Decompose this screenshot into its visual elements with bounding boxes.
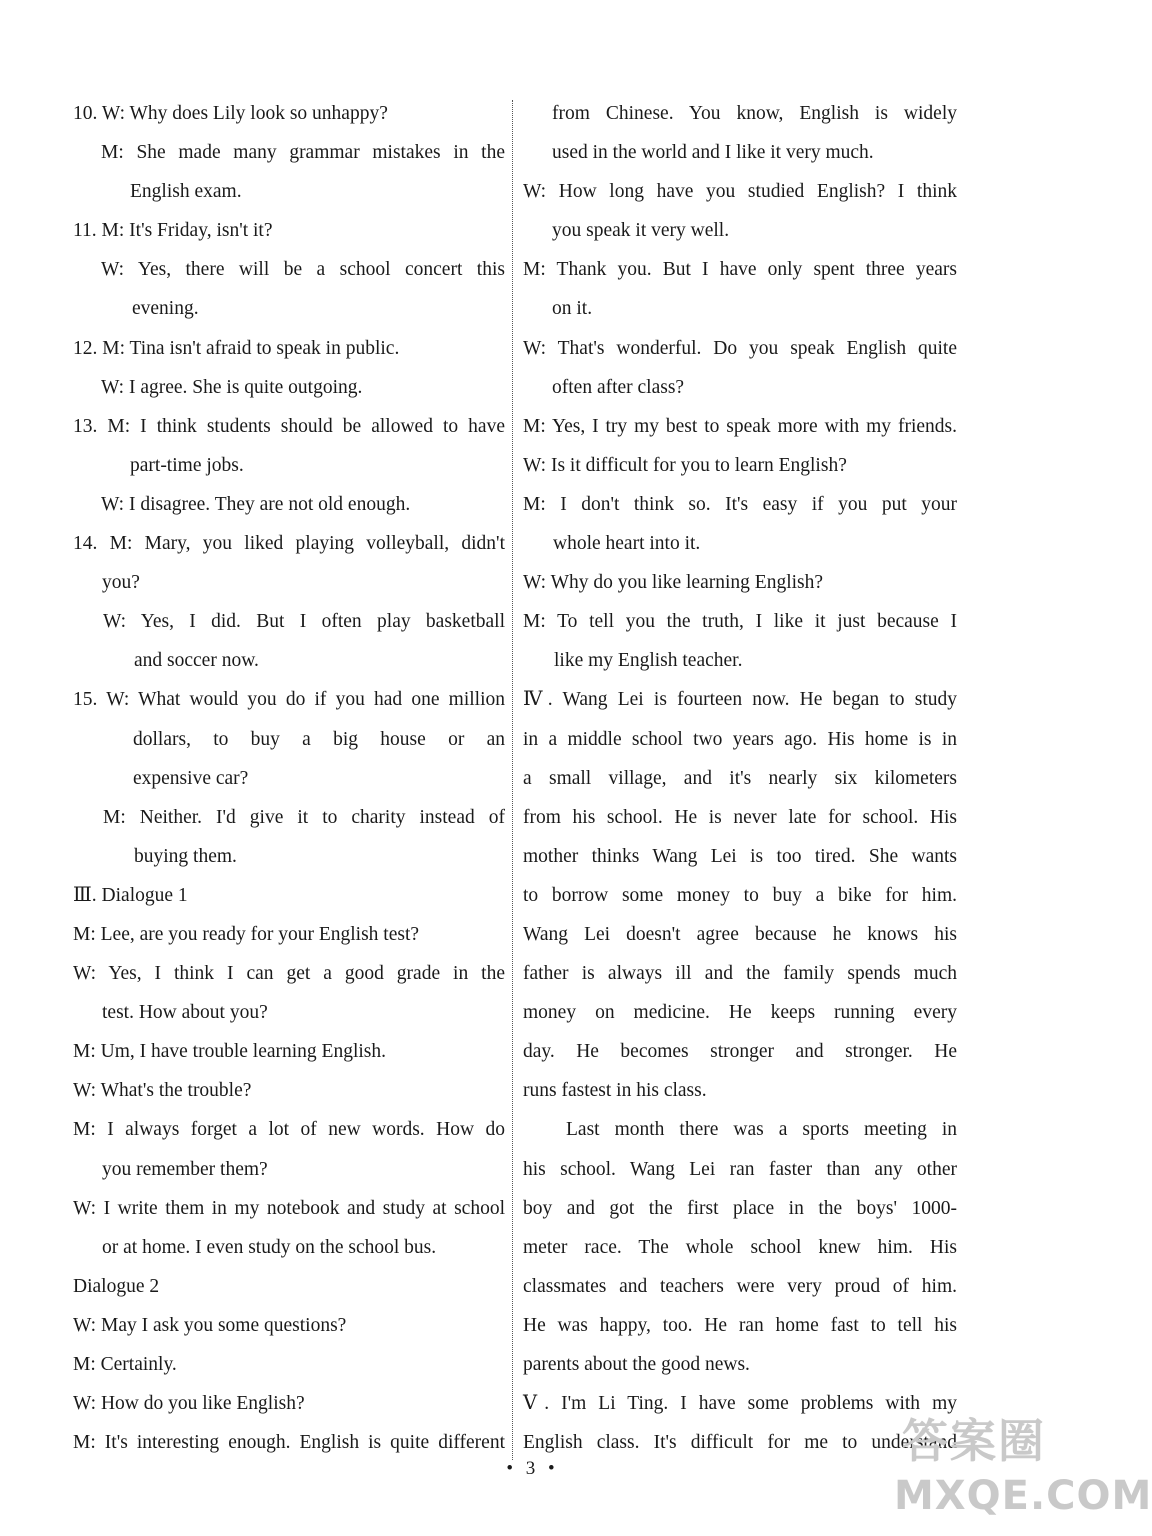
left-text-column [73,94,505,1462]
watermark-en-text: MXQE.COM [894,1473,1152,1519]
text-line: M: Yes, I try my best to speak more with my friends. [523,415,957,437]
text-line: M: Neither. I'd give it to charity instead of [103,806,505,828]
text-line: W: Yes, I think I can get a good grade in the [73,963,505,985]
text-line: parents about the good news. [523,1354,750,1375]
text-line: you remember them? [102,1158,268,1180]
text-line: W: I write them in my notebook and study at school [73,1197,505,1219]
text-line: in a middle school two years ago. His home is in [523,728,957,750]
text-line: M: To tell you the truth, I like it just because I [523,611,957,633]
text-line: M: I always forget a lot of new words. How do [73,1119,505,1141]
text-line: 13. M: I think students should be allowed to have [73,415,505,437]
text-line: dollars, to buy a big house or an [133,728,505,750]
watermark-logo [890,1405,1152,1530]
text-line: classmates and teachers were very proud of him. [523,1275,957,1297]
text-line: like my English teacher. [554,650,743,672]
text-line: English class. It's difficult for me to understand [523,1432,957,1454]
text-line: to borrow some money to buy a bike for him. [523,884,957,906]
text-line: M: Lee, are you ready for your English test? [73,923,420,945]
text-line: W: That's wonderful. Do you speak English quite [523,337,957,359]
text-line: father is always ill and the family spends much [523,963,957,985]
text-line: 12. M: Tina isn't afraid to speak in public. [73,337,400,359]
page-number: • 3 • [506,1458,559,1479]
text-line: day. He becomes stronger and stronger. He [523,1041,957,1063]
text-line: part-time jobs. [130,454,244,476]
text-line: from Chinese. You know, English is widely [552,103,957,124]
text-line: Last month there was a sports meeting in [566,1119,957,1141]
text-line: boy and got the first place in the boys' 1000- [523,1197,957,1219]
text-line: W: I disagree. They are not old enough. [101,493,411,515]
text-line: Ⅴ. I'm Li Ting. I have some problems with my [523,1393,957,1415]
text-line: his school. Wang Lei ran faster than any other [523,1158,957,1180]
text-line: on it. [552,298,593,320]
text-line: whole heart into it. [553,533,701,555]
text-line: Dialogue 2 [73,1275,160,1297]
text-line: W: What's the trouble? [73,1080,252,1102]
text-line: M: She made many grammar mistakes in the [101,142,505,164]
text-line: M: It's interesting enough. English is quite different [73,1432,505,1454]
text-line: evening. [132,298,199,320]
right-text-column [523,94,957,1462]
text-line: a small village, and it's nearly six kilometers [523,767,957,789]
text-line: W: Yes, I did. But I often play basketball [103,611,505,633]
text-line: you speak it very well. [552,220,730,242]
text-line: W: Yes, there will be a school concert this [101,259,505,281]
text-line: M: Certainly. [73,1354,177,1375]
text-line: test. How about you? [102,1002,268,1024]
text-line: and soccer now. [134,650,259,672]
text-line: or at home. I even study on the school bus. [102,1236,437,1258]
text-line: W: How do you like English? [73,1393,305,1415]
text-line: M: I don't think so. It's easy if you put your [523,493,957,515]
text-line: runs fastest in his class. [523,1080,707,1102]
text-line: Ⅳ. Wang Lei is fourteen now. He began to study [523,689,957,711]
text-line: meter race. The whole school knew him. His [523,1236,957,1258]
text-line: used in the world and I like it very much. [552,142,874,164]
text-line: 11. M: It's Friday, isn't it? [73,220,273,242]
text-line: English exam. [130,181,242,203]
text-line: 15. W: What would you do if you had one million [73,689,505,711]
text-line: money on medicine. He keeps running every [523,1002,957,1024]
text-line: W: How long have you studied English? I think [523,181,957,203]
text-line: 14. M: Mary, you liked playing volleyball, didn't [73,533,505,555]
column-divider [512,100,513,1460]
text-line: W: I agree. She is quite outgoing. [101,376,363,398]
text-line: Wang Lei doesn't agree because he knows his [523,923,957,945]
text-line: 10. W: Why does Lily look so unhappy? [73,103,388,124]
text-line: M: Um, I have trouble learning English. [73,1041,387,1063]
text-line: you? [102,572,140,594]
text-line: buying them. [134,845,237,867]
text-line: Ⅲ. Dialogue 1 [73,884,188,906]
text-line: M: Thank you. But I have only spent three years [523,259,957,281]
text-line: W: May I ask you some questions? [73,1314,347,1336]
text-line: W: Why do you like learning English? [523,572,824,594]
text-line: expensive car? [133,767,249,789]
text-line: He was happy, too. He ran home fast to tell his [523,1314,957,1336]
watermark-cn-text: 答案圈 [902,1414,1046,1468]
text-line: often after class? [552,376,685,398]
text-line: W: Is it difficult for you to learn English? [523,454,847,476]
text-line: mother thinks Wang Lei is too tired. She wants [523,845,957,867]
text-line: from his school. He is never late for school. His [523,806,957,828]
